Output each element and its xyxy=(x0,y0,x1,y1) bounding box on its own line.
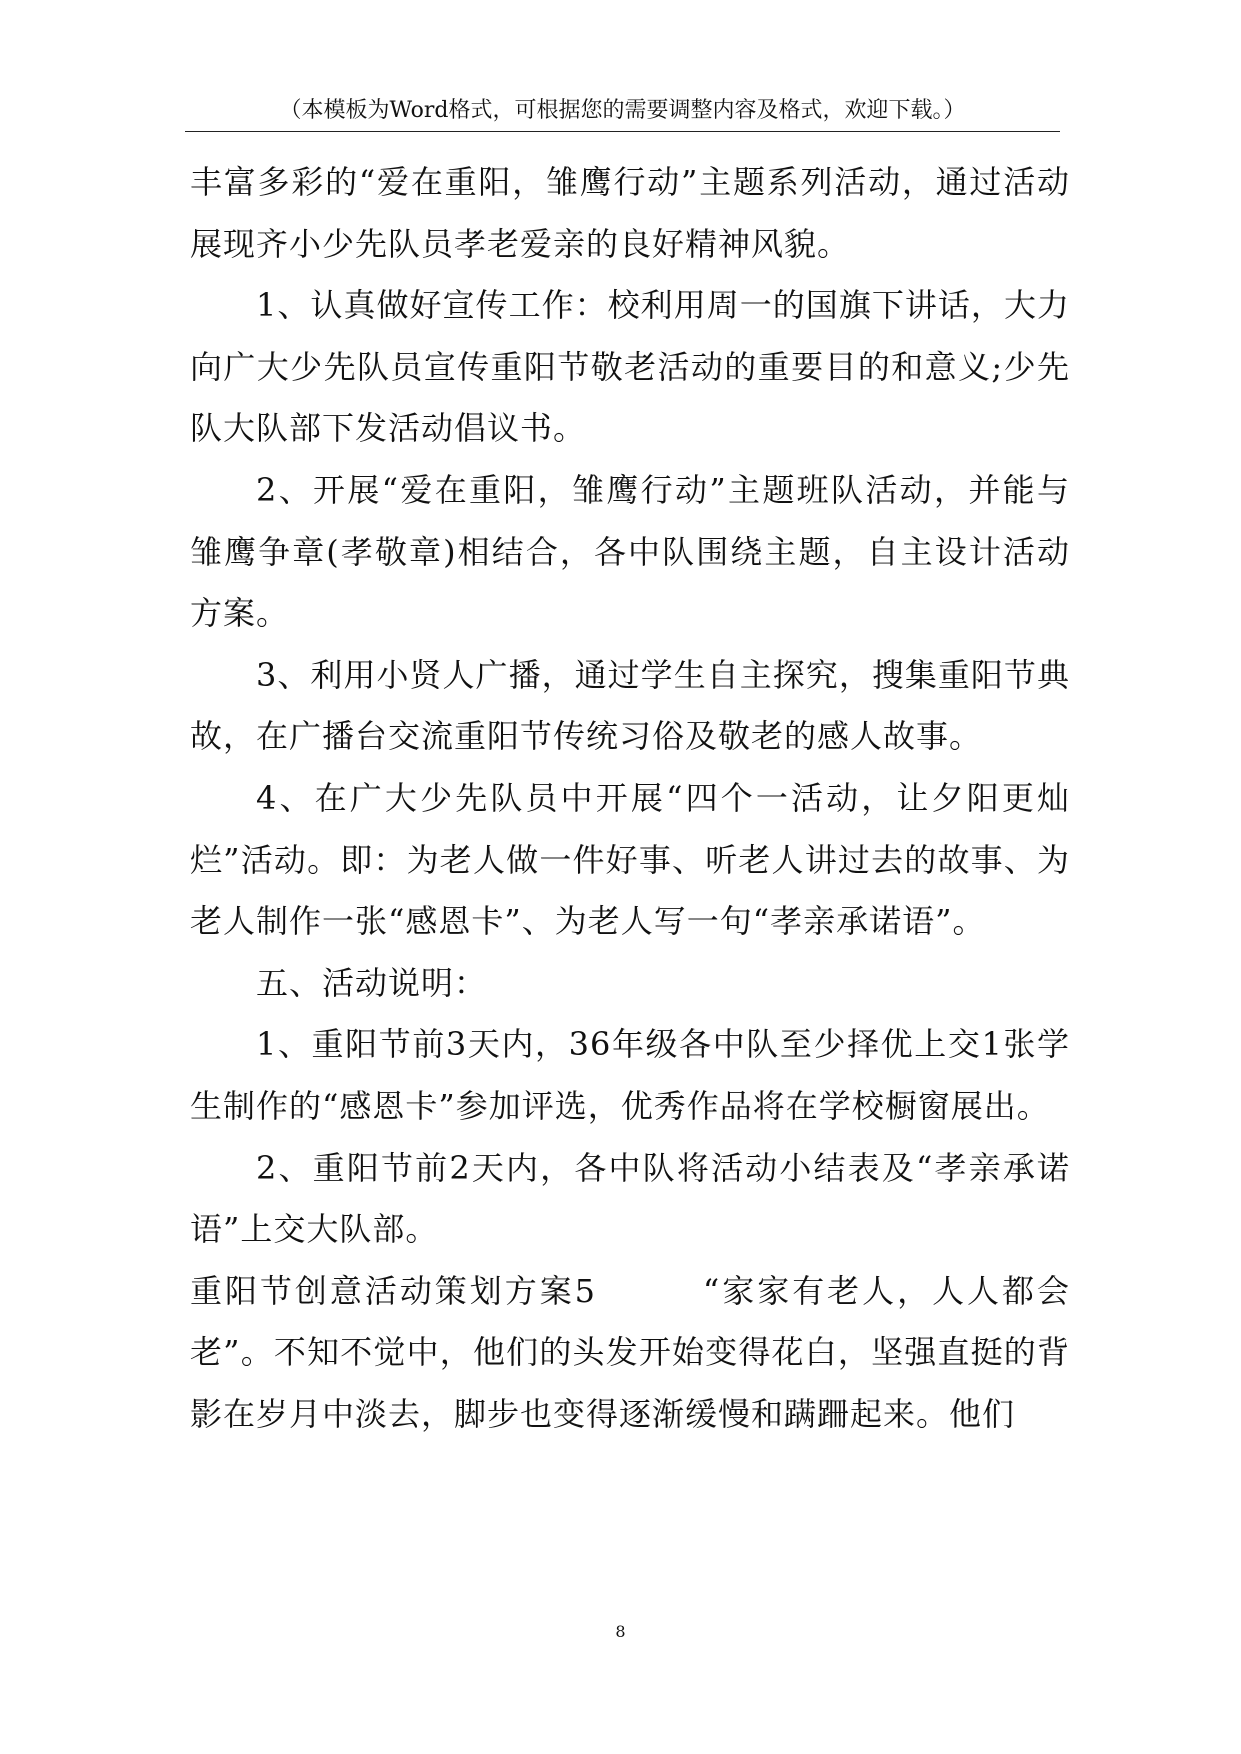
paragraph-note-2: 2、重阳节前2天内，各中队将活动小结表及“孝亲承诺语”上交大队部。 xyxy=(190,1148,1070,1249)
paragraph-item-2-class-activity: 2、开展“爱在重阳，雏鹰行动”主题班队活动，并能与雏鹰争章(孝敬章)相结合，各中队围绕主题，自主设计活动方案。 xyxy=(190,470,1070,633)
page-number: 8 xyxy=(615,1622,626,1641)
paragraph-intro-continuation: 丰富多彩的“爱在重阳，雏鹰行动”主题系列活动，通过活动展现齐小少先队员孝老爱亲的良好精神风貌。 xyxy=(190,163,1070,263)
paragraph-item-1-publicity: 1、认真做好宣传工作：校利用周一的国旗下讲话，大力向广大少先队员宣传重阳节敬老活动的重要目的和意义;少先队大队部下发活动倡议书。 xyxy=(190,286,1070,448)
document-body xyxy=(190,152,1070,1445)
paragraph-item-4-four-ones: 4、在广大少先队员中开展“四个一活动，让夕阳更灿烂”活动。即：为老人做一件好事、听老人讲过去的故事、为老人制作一张“感恩卡”、为老人写一句“孝亲承诺语”。 xyxy=(190,778,1070,941)
template-notice: （本模板为Word格式，可根据您的需要调整内容及格式，欢迎下载。） xyxy=(279,98,966,123)
paragraph-item-3-broadcast: 3、利用小贤人广播，通过学生自主探究，搜集重阳节典故，在广播台交流重阳节传统习俗及敬老的感人故事。 xyxy=(190,655,1070,756)
paragraph-plan-5-start: 重阳节创意活动策划方案5 “家家有老人，人人都会老”。不知不觉中，他们的头发开始变得花白，坚强直挺的背影在岁月中淡去，脚步也变得逐渐缓慢和蹒跚起来。他们 xyxy=(190,1271,1070,1433)
section-heading-activity-notes: 五、活动说明： xyxy=(256,963,488,1002)
header-divider xyxy=(185,131,1060,132)
paragraph-note-1: 1、重阳节前3天内，36年级各中队至少择优上交1张学生制作的“感恩卡”参加评选，优秀作品将在学校橱窗展出。 xyxy=(190,1025,1070,1125)
